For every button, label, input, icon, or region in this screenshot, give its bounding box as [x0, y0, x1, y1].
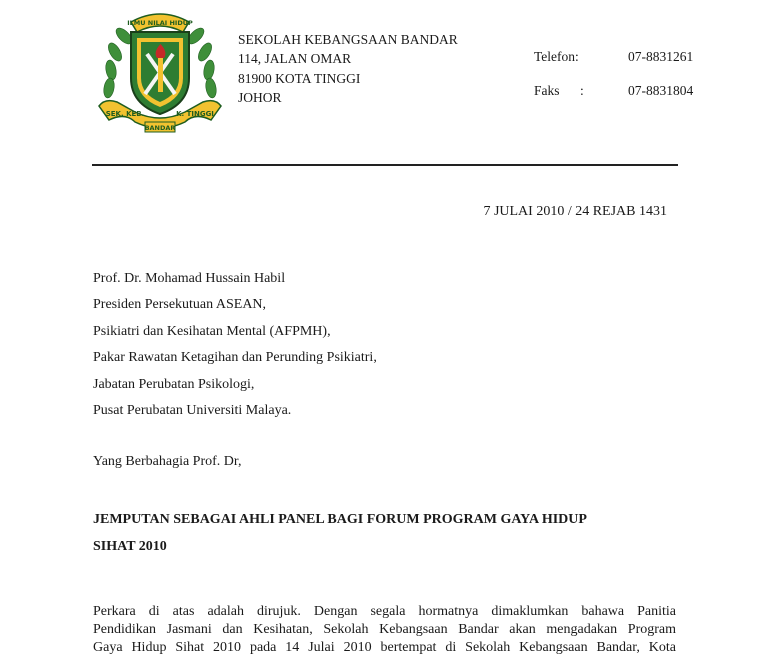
fax-label: Faks [534, 83, 560, 98]
recipient-line: Psikiatri dan Kesihatan Mental (AFPMH), [93, 323, 331, 339]
letter-date: 7 JULAI 2010 / 24 REJAB 1431 [483, 204, 667, 219]
recipient-line: Jabatan Perubatan Psikologi, [93, 376, 255, 392]
letterhead-divider [92, 164, 678, 166]
ribbon-center-text: BANDAR [144, 124, 176, 132]
body-line-2: Pendidikan Jasmani dan Kesihatan, Sekolah Kebangsaan Bandar akan mengadakan Program [93, 622, 676, 637]
school-address-block [238, 30, 458, 107]
address-line-1: 114, JALAN OMAR [238, 51, 352, 67]
letter-body [93, 603, 676, 657]
contact-colons [580, 40, 584, 108]
contact-values [628, 40, 693, 108]
phone-label: Telefon: [534, 49, 579, 64]
fax-colon: : [580, 83, 584, 98]
recipient-address [93, 266, 377, 424]
contact-labels [534, 40, 579, 108]
recipient-line: Prof. Dr. Mohamad Hussain Habil [93, 271, 286, 286]
address-line-2: 81900 KOTA TINGGI [238, 70, 361, 86]
address-line-3: JOHOR [238, 89, 282, 105]
recipient-line: Pusat Perubatan Universiti Malaya. [93, 403, 292, 419]
body-line-1: Perkara di atas adalah dirujuk. Dengan segala hormatnya dimaklumkan bahawa Panitia [93, 604, 676, 619]
ribbon-left-text: SEK. KEB. [105, 110, 145, 118]
recipient-line: Pakar Rawatan Ketagihan dan Perunding Psikiatri, [93, 350, 377, 366]
salutation: Yang Berbahagia Prof. Dr, [93, 454, 242, 469]
school-crest-logo [95, 8, 225, 138]
ribbon-right-text: K. TINGGI [176, 110, 214, 118]
subject-line-1: JEMPUTAN SEBAGAI AHLI PANEL BAGI FORUM PROGRAM GAYA HIDUP [93, 512, 587, 527]
torch-icon [158, 58, 163, 92]
body-line-3: Gaya Hidup Sihat 2010 pada 14 Julai 2010 bertempat di Sekolah Kebangsaan Bandar, Kota [93, 640, 676, 655]
school-name: SEKOLAH KEBANGSAAN BANDAR [238, 32, 458, 47]
subject-line-2: SIHAT 2010 [93, 539, 167, 554]
fax-value: 07-8831804 [628, 83, 694, 98]
phone-value: 07-8831261 [628, 49, 694, 64]
recipient-line: Presiden Persekutuan ASEAN, [93, 297, 267, 313]
letter-subject [93, 506, 693, 560]
crest-motto: ILMU NILAI HIDUP [127, 19, 193, 27]
